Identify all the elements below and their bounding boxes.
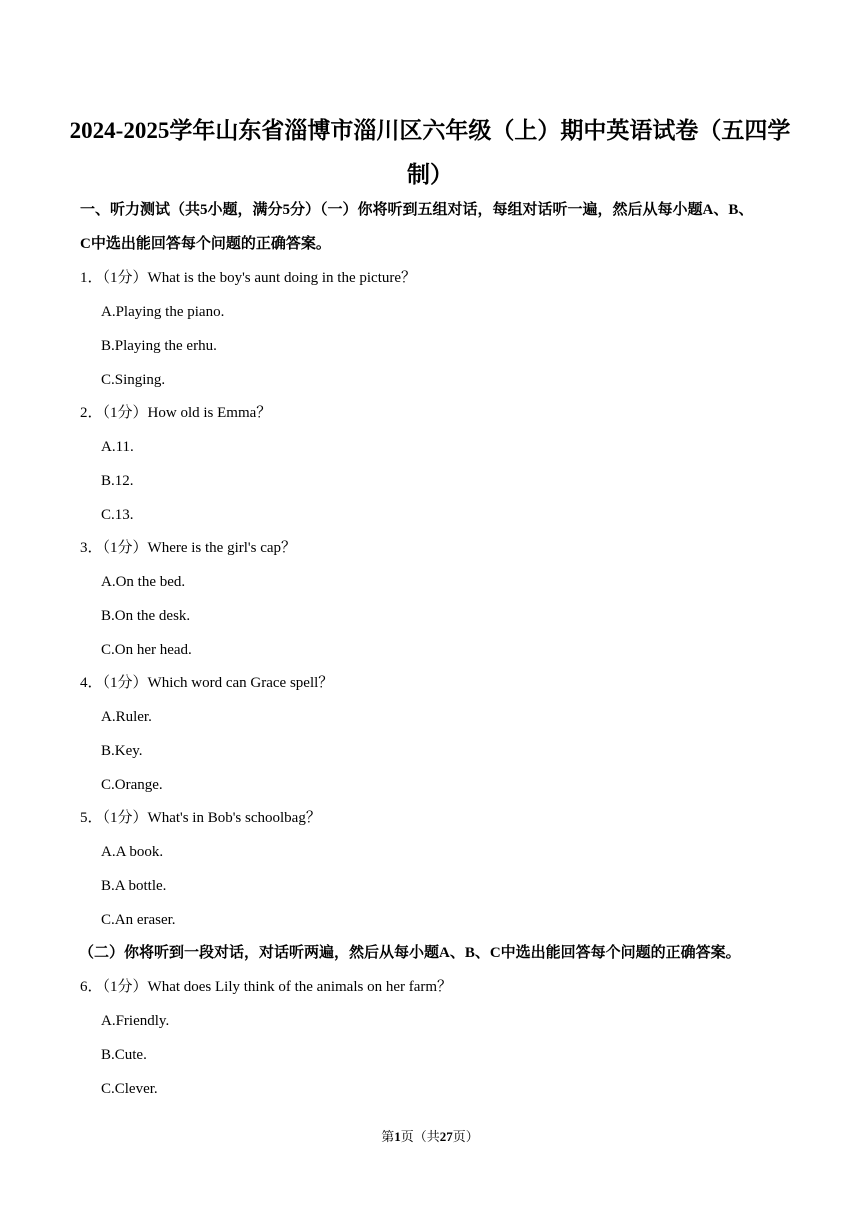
footer-suffix: 页） (452, 1129, 479, 1144)
section-heading-listening-part-2: （二）你将听到一段对话，对话听两遍，然后从每小题A、B、C中选出能回答每个问题的正确答案。 (79, 945, 741, 961)
question-number: 3． (80, 540, 103, 556)
question-3-option-b: B.On the desk. (101, 608, 191, 624)
question-4-option-b: B.Key. (101, 743, 143, 759)
question-score: （1分） (102, 979, 148, 995)
footer-total-pages: 27 (439, 1129, 453, 1144)
page-footer (0, 1128, 860, 1146)
question-6-option-c: C.Clever. (101, 1081, 158, 1097)
question-stem: What's in Bob's schoolbag？ (147, 810, 321, 826)
question-3-option-c: C.On her head. (101, 642, 192, 658)
question-3 (80, 538, 780, 558)
question-score: （1分） (102, 270, 148, 286)
question-5 (80, 808, 780, 828)
question-stem: What does Lily think of the animals on her farm？ (147, 979, 453, 995)
question-number: 5． (80, 810, 103, 826)
question-6-option-a: A.Friendly. (101, 1013, 170, 1029)
question-number: 4． (80, 675, 103, 691)
question-stem: Which word can Grace spell？ (147, 675, 334, 691)
question-3-option-a: A.On the bed. (101, 574, 186, 590)
question-number: 1． (80, 270, 103, 286)
question-stem: How old is Emma？ (147, 405, 272, 421)
section-heading-listening-part-1 (80, 193, 790, 261)
question-6 (80, 977, 780, 997)
question-6-option-b: B.Cute. (101, 1047, 147, 1063)
question-number: 2． (80, 405, 103, 421)
question-2 (80, 403, 780, 423)
question-score: （1分） (102, 405, 148, 421)
question-stem: What is the boy's aunt doing in the picture？ (147, 270, 417, 286)
question-4-option-c: C.Orange. (101, 777, 163, 793)
question-number: 6． (80, 979, 103, 995)
question-5-option-a: A.A book. (101, 844, 164, 860)
question-4 (80, 673, 780, 693)
footer-prefix: 第 (381, 1129, 395, 1144)
section-heading-line-1: 一、听力测试（共5小题，满分5分）（一）你将听到五组对话，每组对话听一遍，然后从每小题A、B、 (80, 202, 754, 218)
question-1-option-b: B.Playing the erhu. (101, 338, 217, 354)
question-1-option-c: C.Singing. (101, 372, 166, 388)
question-5-option-b: B.A bottle. (101, 878, 167, 894)
page-title-line-2: 制） (407, 162, 453, 187)
question-5-option-c: C.An eraser. (101, 912, 176, 928)
page-title-line-1: 2024-2025学年山东省淄博市淄川区六年级（上）期中英语试卷（五四学 (69, 118, 791, 143)
question-2-option-b: B.12. (101, 473, 134, 489)
footer-page-number: 1 (394, 1129, 401, 1144)
question-2-option-a: A.11. (101, 439, 134, 455)
question-1 (80, 268, 780, 288)
question-score: （1分） (102, 675, 148, 691)
section-heading-line-2: C中选出能回答每个问题的正确答案。 (80, 236, 331, 252)
question-2-option-c: C.13. (101, 507, 134, 523)
footer-middle: 页（共 (400, 1129, 440, 1144)
question-stem: Where is the girl's cap？ (147, 540, 297, 556)
question-4-option-a: A.Ruler. (101, 709, 152, 725)
question-1-option-a: A.Playing the piano. (101, 304, 225, 320)
question-score: （1分） (102, 540, 148, 556)
question-score: （1分） (102, 810, 148, 826)
